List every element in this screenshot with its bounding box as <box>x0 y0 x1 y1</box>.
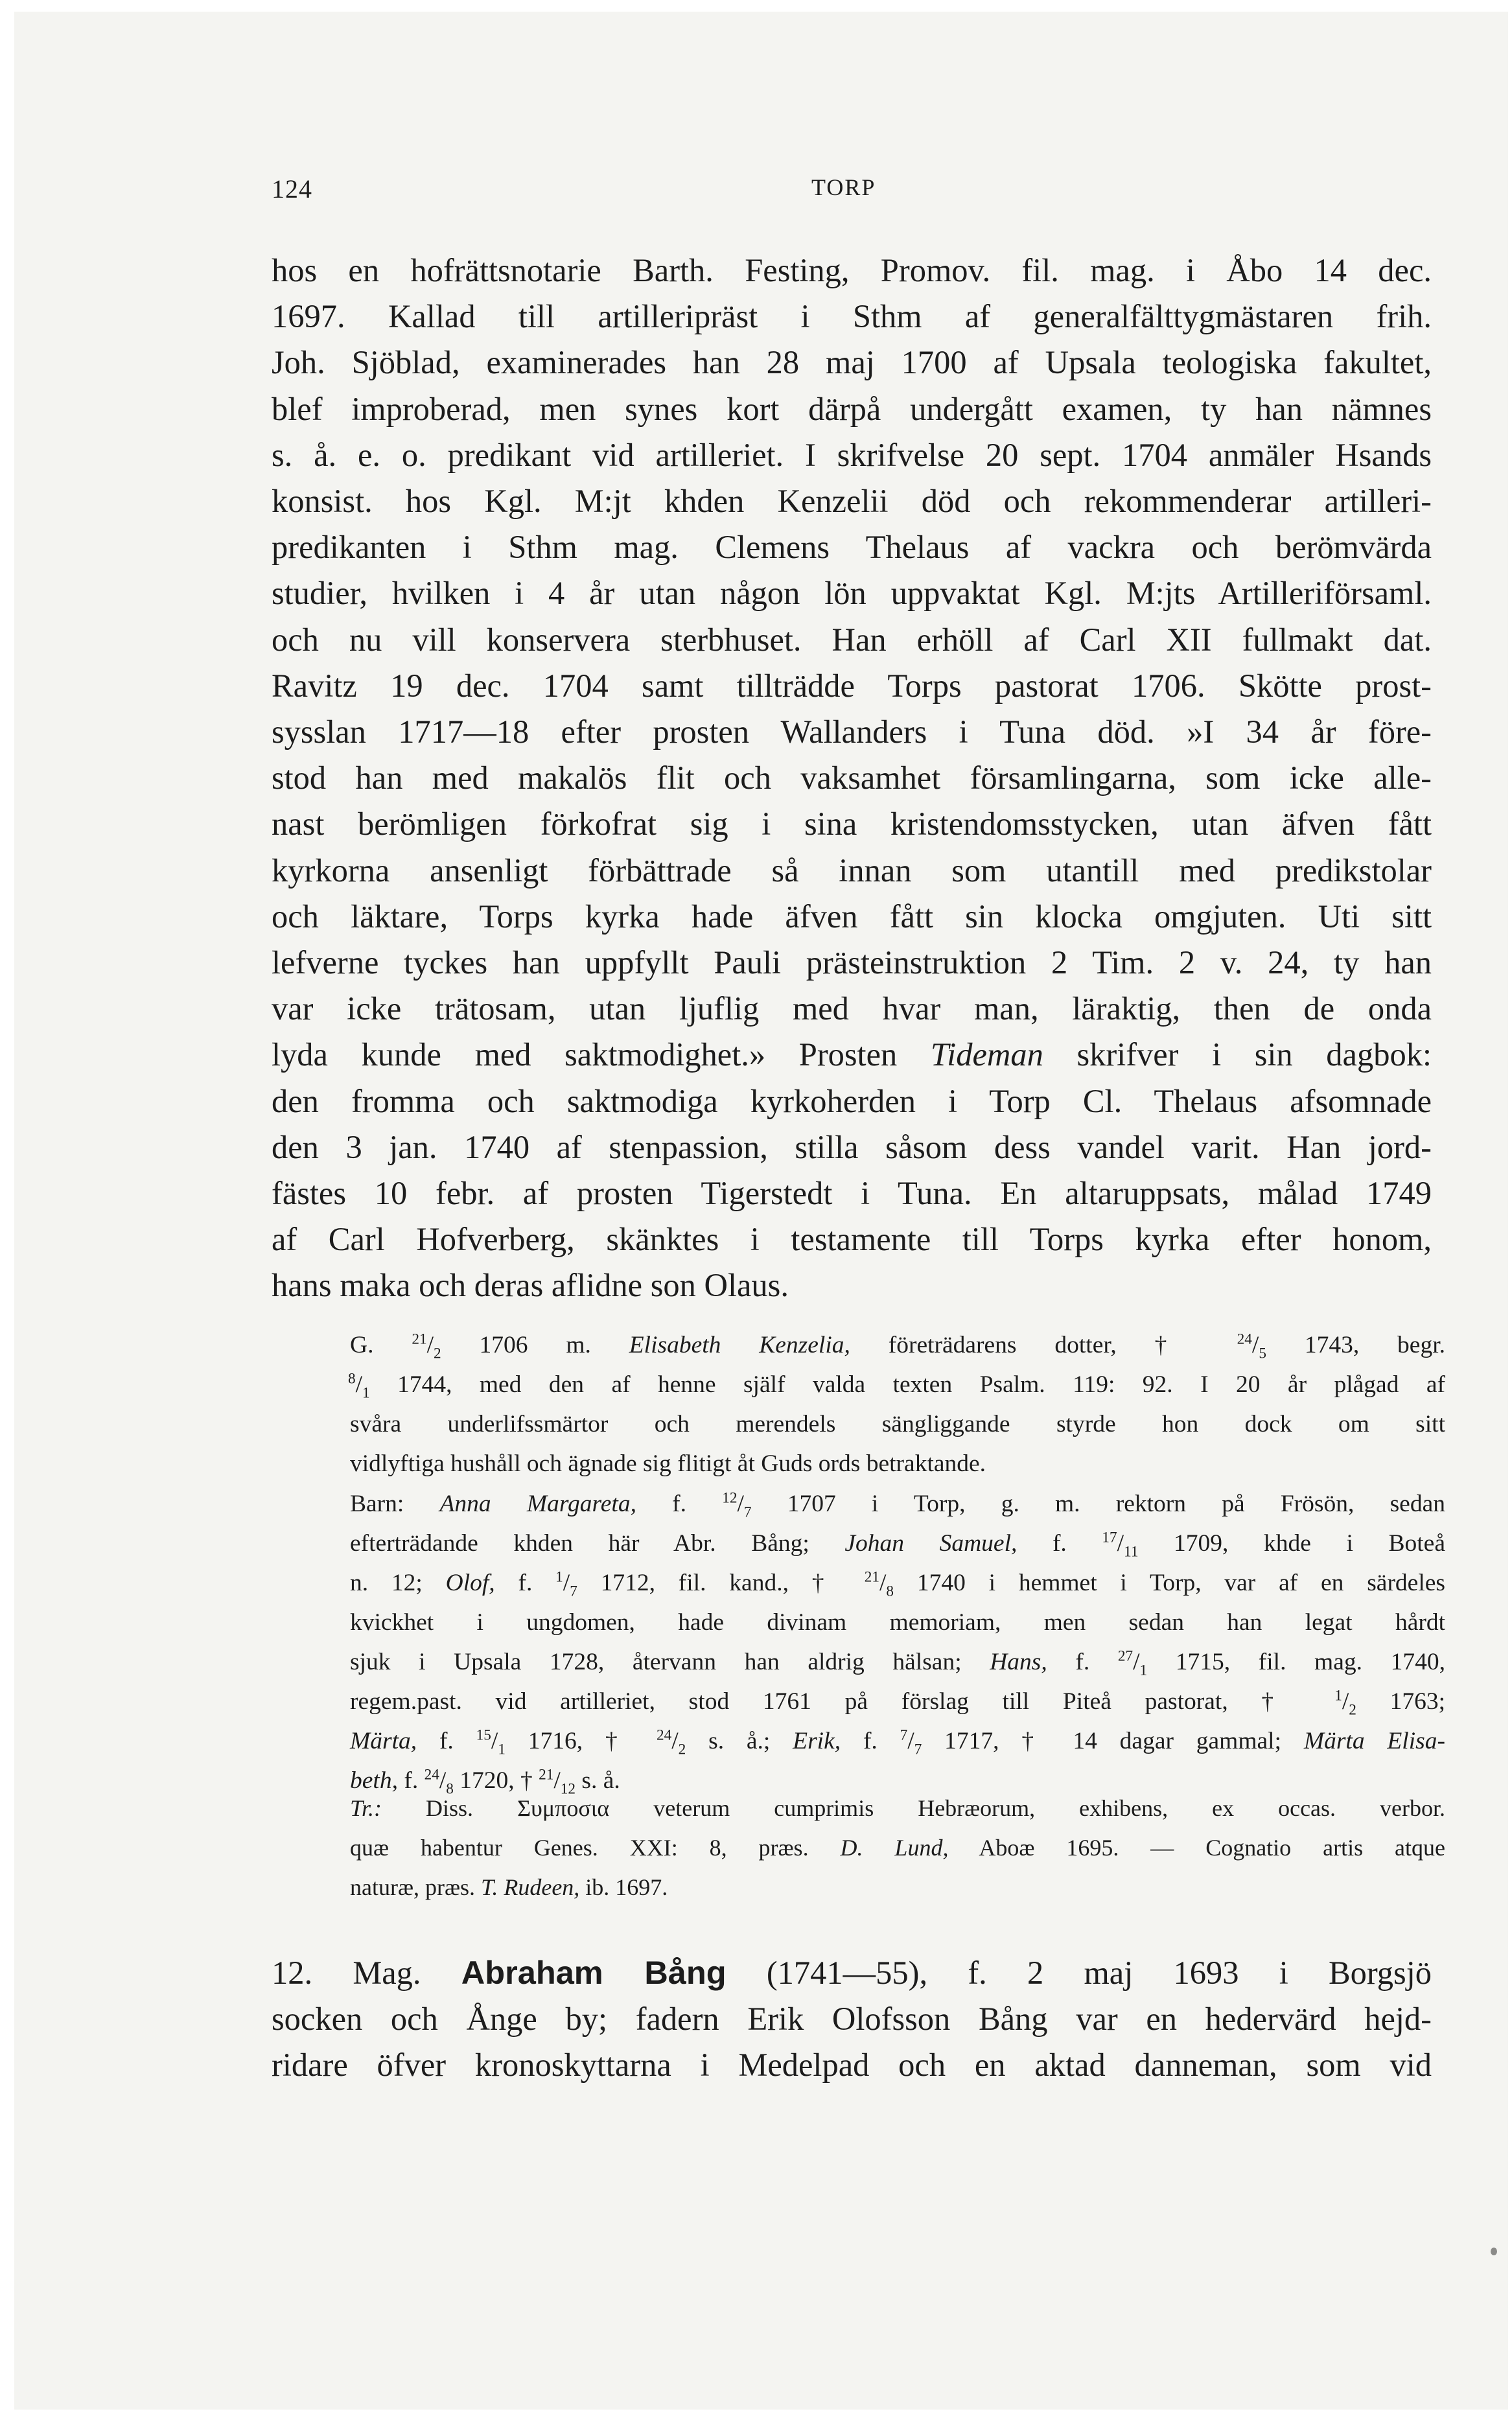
text-line: sjuk i Upsala 1728, återvann han aldrig hälsan; Hans, f. $^{27}/_1$ 1715, fil. mag. 1740, <box>350 1647 1445 1679</box>
page-header <box>272 174 1438 213</box>
text-line: lyda kunde med saktmodighet.» Prosten Tideman skrifver i sin dagbok: <box>272 1036 1432 1073</box>
entry-12 <box>272 1949 1432 2089</box>
author-name: Tideman <box>930 1036 1043 1073</box>
text-line: konsist. hos Kgl. M:jt khden Kenzelii död och rekommenderar artilleri- <box>272 483 1432 520</box>
text-line: och läktare, Torps kyrka hade äfven fått sin klocka omgjuten. Uti sitt <box>272 898 1432 935</box>
text-line: ridare öfver kronoskyttarna i Medelpad och en aktad danneman, som vid <box>272 2047 1432 2084</box>
text-line: stod han med makalös flit och vaksamhet församlingarna, som icke alle- <box>272 760 1432 796</box>
text-line: af Carl Hofverberg, skänktes i testamente till Torps kyrka efter honom, <box>272 1221 1432 1258</box>
text-line: kvickhet i ungdomen, hade divinam memoriam, men sedan han legat hårdt <box>350 1609 1445 1636</box>
text-line: och nu vill konservera sterbhuset. Han erhöll af Carl XII fullmakt dat. <box>272 621 1432 658</box>
text-line: 12. Mag. Abraham Bång (1741—55), f. 2 maj 1693 i Borgsjö <box>272 1954 1432 1991</box>
text-line: blef improberad, men synes kort därpå undergått examen, ty han nämnes <box>272 390 1432 427</box>
text-line: efterträdande khden här Abr. Bång; Johan Samuel, f. $^{17}/_{11}$ 1709, khde i Boteå <box>350 1529 1445 1561</box>
text-line: var icke trätosam, utan ljuflig med hvar man, läraktig, then de onda <box>272 990 1432 1027</box>
text-line: svåra underlifssmärtor och merendels sängliggande styrde hon dock om sitt <box>350 1411 1445 1437</box>
page-number: 124 <box>272 174 312 203</box>
main-paragraph <box>272 248 1432 1309</box>
text-line: hos en hofrättsnotarie Barth. Festing, Promov. fil. mag. i Åbo 14 dec. <box>272 252 1432 288</box>
text-line: Ravitz 19 dec. 1704 samt tillträdde Torps pastorat 1706. Skötte prost- <box>272 667 1432 704</box>
text-line: 1697. Kallad till artilleripräst i Sthm af generalfälttygmästaren frih. <box>272 298 1432 335</box>
scan-speck <box>1491 2248 1497 2255</box>
text-line: s. å. e. o. predikant vid artilleriet. I skrifvelse 20 sept. 1704 anmäler Hsands <box>272 436 1432 473</box>
text-line: Joh. Sjöblad, examinerades han 28 maj 1700 af Upsala teologiska fakultet, <box>272 344 1432 381</box>
text-line: $^8/_1$ 1744, med den af henne själf valda texten Psalm. 119: 92. I 20 år plågad af <box>348 1370 1445 1402</box>
text-line: Märta, f. $^{15}/_1$ 1716, † $^{24}/_2$ s. å.; Erik, f. $^7/_7$ 1717, † 14 dagar gammal; Märta Elisa- <box>350 1726 1445 1758</box>
text-line: sysslan 1717—18 efter prosten Wallanders i Tuna död. »I 34 år före- <box>272 714 1432 750</box>
works-note <box>350 1789 1445 1907</box>
scanned-page <box>14 12 1508 2410</box>
children-note <box>350 1484 1445 1800</box>
running-title: TORP <box>811 174 876 200</box>
text-line: nast berömligen förkofrat sig i sina kristendomsstycken, utan äfven fått <box>272 806 1432 843</box>
text-line: Tr.: Diss. Συμποσια veterum cumprimis Hebræorum, exhibens, ex occas. verbor. <box>350 1795 1445 1821</box>
text-line: kyrkorna ansenligt förbättrade så innan som utantill med predikstolar <box>272 852 1432 889</box>
text-line: naturæ, præs. T. Rudeen, ib. 1697. <box>350 1874 668 1900</box>
text-line: n. 12; Olof, f. $^1/_7$ 1712, fil. kand., † $^{21}/_8$ 1740 i hemmet i Torp, var af en särdeles <box>350 1568 1445 1600</box>
text-line: regem.past. vid artilleriet, stod 1761 på förslag till Piteå pastorat, † $^1/_2$ 1763; <box>350 1687 1446 1719</box>
text-line: predikanten i Sthm mag. Clemens Thelaus af vackra och berömvärda <box>272 529 1432 566</box>
text-line: lefverne tyckes han uppfyllt Pauli prästeinstruktion 2 Tim. 2 v. 24, ty han <box>272 944 1432 981</box>
text-line: den 3 jan. 1740 af stenpassion, stilla såsom dess vandel varit. Han jord- <box>272 1128 1432 1165</box>
text-line: beth, f. $^{24}/_8$ 1720, † $^{21}/_{12}$ s. å. <box>350 1766 620 1798</box>
text-line: hans maka och deras aflidne son Olaus. <box>272 1267 789 1304</box>
person-name: Abraham Bång <box>461 1954 727 1991</box>
text-line: den fromma och saktmodiga kyrkoherden i Torp Cl. Thelaus afsomnade <box>272 1082 1432 1119</box>
text-line: quæ habentur Genes. XXI: 8, præs. D. Lund, Aboæ 1695. — Cognatio artis atque <box>350 1835 1445 1861</box>
text-line: studier, hvilken i 4 år utan någon lön uppvaktat Kgl. M:jts Artilleriförsaml. <box>272 575 1432 612</box>
text-line: Barn: Anna Margareta, f. $^{12}/_7$ 1707 i Torp, g. m. rektorn på Frösön, sedan <box>350 1489 1445 1521</box>
text-line: fästes 10 febr. af prosten Tigerstedt i Tuna. En altaruppsats, målad 1749 <box>272 1175 1432 1212</box>
text-line: G. $^{21}/_2$ 1706 m. Elisabeth Kenzelia, företrädarens dotter, † $^{24}/_5$ 1743, begr. <box>350 1331 1445 1362</box>
text-line: socken och Ånge by; fadern Erik Olofsson Bång var en hedervärd hejd- <box>272 2001 1432 2038</box>
text-line: vidlyftiga hushåll och ägnade sig flitigt åt Guds ords betraktande. <box>350 1450 986 1477</box>
marriage-note <box>350 1325 1445 1483</box>
